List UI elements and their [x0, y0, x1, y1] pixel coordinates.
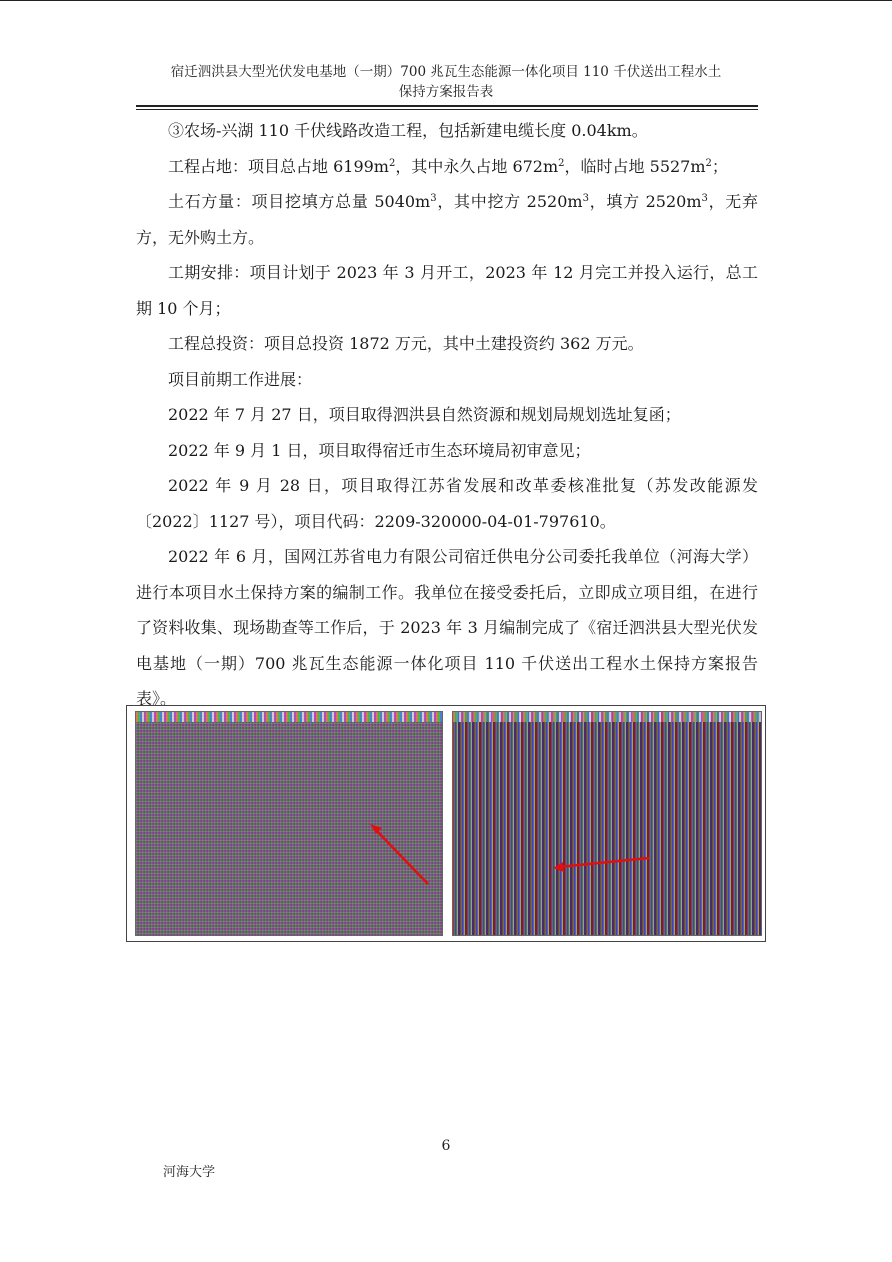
arrow-icon-right: [453, 712, 763, 937]
paragraph-progress-1: 2022 年 7 月 27 日，项目取得泗洪县自然资源和规划局规划选址复函；: [168, 405, 681, 424]
paragraph-progress-2: 2022 年 9 月 1 日，项目取得宿迁市生态环境局初审意见；: [168, 440, 591, 460]
footer-institution: 河海大学: [163, 1165, 216, 1180]
paragraph-commission: 2022 年 6 月，国网江苏省电力有限公司宿迁供电分公司委托我单位（河海大学）进行本项目水土保持方案的编制工作。我单位在接受委托后，立即成立项目组，在进行了资料收集、现场勘查等工作后，于 2023 年 3 月编制完成了《宿迁泗洪县大型光伏发电基地（一期）700 兆瓦生态能源一体化项目 110 千伏送出工程水土保持方案报告表》。: [136, 547, 758, 708]
site-photo-right: [452, 711, 762, 936]
header-rule-thick: [136, 105, 758, 107]
body-text: [136, 113, 758, 717]
header-rule-thin: [136, 109, 758, 110]
paragraph-line-reconstruction: ③农场-兴湖 110 千伏线路改造工程，包括新建电缆长度 0.04km。: [168, 121, 648, 140]
site-photos: [126, 705, 766, 942]
paragraph-progress-3: 2022 年 9 月 28 日，项目取得江苏省发展和改革委核准批复（苏发改能源发〔2022〕1127 号），项目代码：2209-320000-04-01-797610。: [136, 476, 758, 531]
page-top-border: [0, 0, 892, 1]
header-line-2: 保持方案报告表: [398, 84, 494, 100]
site-photo-left: [135, 711, 443, 936]
paragraph-progress-heading: 项目前期工作进展：: [168, 369, 313, 389]
page-number: 6: [441, 1138, 451, 1154]
arrow-icon-left: [136, 712, 444, 937]
paragraph-land-occupation: 工程占地：项目总占地 $6199m^2$，其中永久占地 $672m^2$，临时占地 $5527m^2$；: [168, 156, 728, 176]
page-header: [130, 62, 762, 102]
paragraph-investment: 工程总投资：项目总投资 1872 万元，其中土建投资约 362 万元。: [168, 334, 644, 353]
header-line-1: 宿迁泗洪县大型光伏发电基地（一期）700 兆瓦生态能源一体化项目 110 千伏送出工程水土: [170, 64, 722, 80]
paragraph-earthwork: 土石方量：项目挖填方总量 $5040m^3$，其中挖方 $2520m^3$，填方 $2520m^3$，无弃方，无外购土方。: [136, 192, 759, 247]
paragraph-schedule: 工期安排：项目计划于 2023 年 3 月开工，2023 年 12 月完工并投入运行，总工期 10 个月；: [136, 263, 758, 318]
